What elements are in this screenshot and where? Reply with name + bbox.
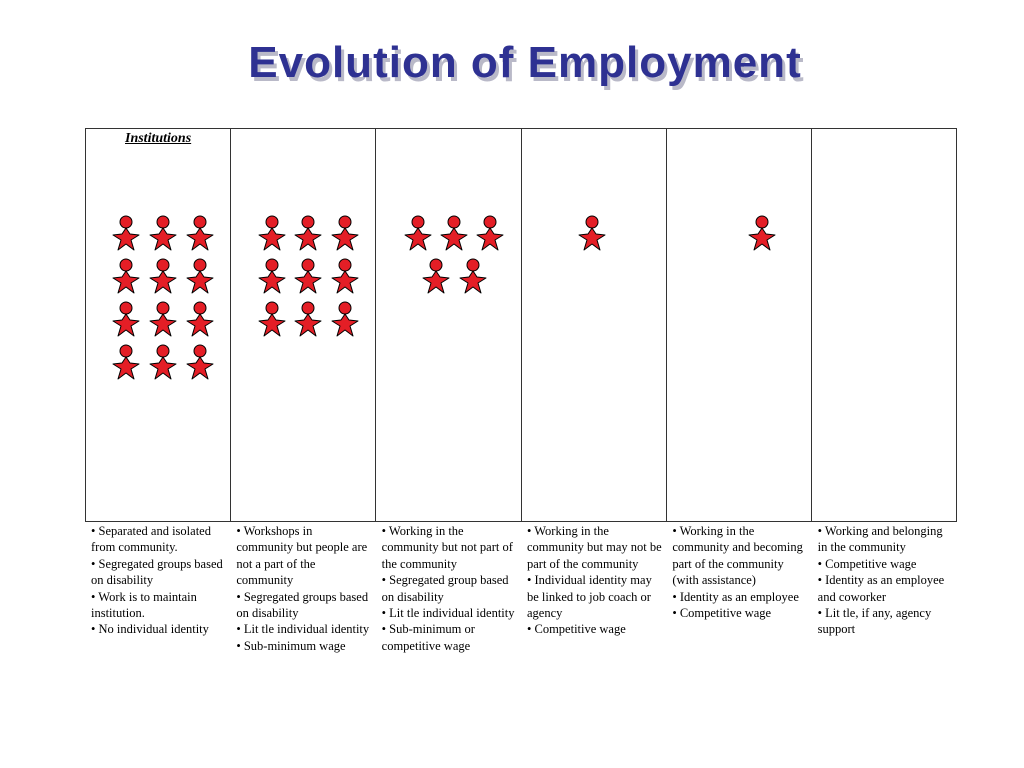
bullet-item: • Separated and isolated from community. [91,524,211,555]
person-icon [421,258,451,294]
bullet-item: • Segregated group based on disability [381,573,509,604]
person-icon [148,258,178,294]
person-icon [148,344,178,380]
bullet-item: • Competitive wage [672,606,772,621]
person-icon [293,258,323,294]
stage-label: Institutions [125,131,192,146]
stage-panel [812,129,956,521]
stage-descriptions [85,523,957,654]
bullet-item: • Lit tle individual identity [381,606,515,621]
page-title: Evolution of Employment [248,38,802,87]
stage-panel [86,129,231,521]
stage-description [812,523,957,654]
bullet-item: • Working in the community and becoming part of the community (with assistance) [672,524,803,588]
stage-description [666,523,811,654]
person-icon [330,258,360,294]
person-icon [111,215,141,251]
bullet-item: • Working in the community but not part of the community [381,524,513,571]
person-icon [475,215,505,251]
person-icon [458,258,488,294]
bullet-item: • Lit tle, if any, agency support [817,606,932,637]
person-icon [111,301,141,337]
person-icon [257,301,287,337]
person-icon [330,301,360,337]
stage-panel [376,129,521,521]
person-icon [185,258,215,294]
person-icon [148,301,178,337]
bullet-item: • Identity as an employee and coworker [817,573,945,604]
person-icon [111,344,141,380]
stage-description [230,523,375,654]
person-icon [439,215,469,251]
person-icon [185,215,215,251]
person-icon [148,215,178,251]
stage-panels [85,128,957,522]
bullet-item: • Competitive wage [526,622,626,637]
bullet-item: • Individual identity may be linked to job coach or agency [526,573,652,621]
person-icon [185,344,215,380]
stage-panel [231,129,376,521]
person-icon [185,301,215,337]
bullet-item: • Working and belonging in the community [817,524,943,555]
bullet-item: • Segregated groups based on disability [91,556,223,588]
bullet-item: • Segregated groups based on disability [236,589,369,621]
person-icon [293,215,323,251]
stage-description [376,523,521,654]
bullet-item: • Lit tle individual identity [236,622,370,637]
bullet-item: • Sub-minimum or competitive wage [381,622,475,653]
bullet-item: • Competitive wage [817,556,917,571]
person-icon [293,301,323,337]
stage-panel [522,129,667,521]
bullet-item: • Sub-minimum wage [236,638,346,653]
person-icon [257,215,287,251]
person-icon [403,215,433,251]
stage-description [85,523,230,654]
bullet-item: • Working in the community but may not be part of the community [526,524,662,571]
person-icon [330,215,360,251]
stage-description [521,523,666,654]
person-icon [257,258,287,294]
bullet-item: • No individual identity [91,622,209,637]
stage-panel [667,129,812,521]
bullet-item: • Workshops in community but people are not a part of the community [236,524,368,588]
person-icon [747,215,777,251]
person-icon [577,215,607,251]
person-icon [111,258,141,294]
bullet-item: • Identity as an employee [672,589,799,604]
bullet-item: • Work is to maintain institution. [91,589,197,621]
